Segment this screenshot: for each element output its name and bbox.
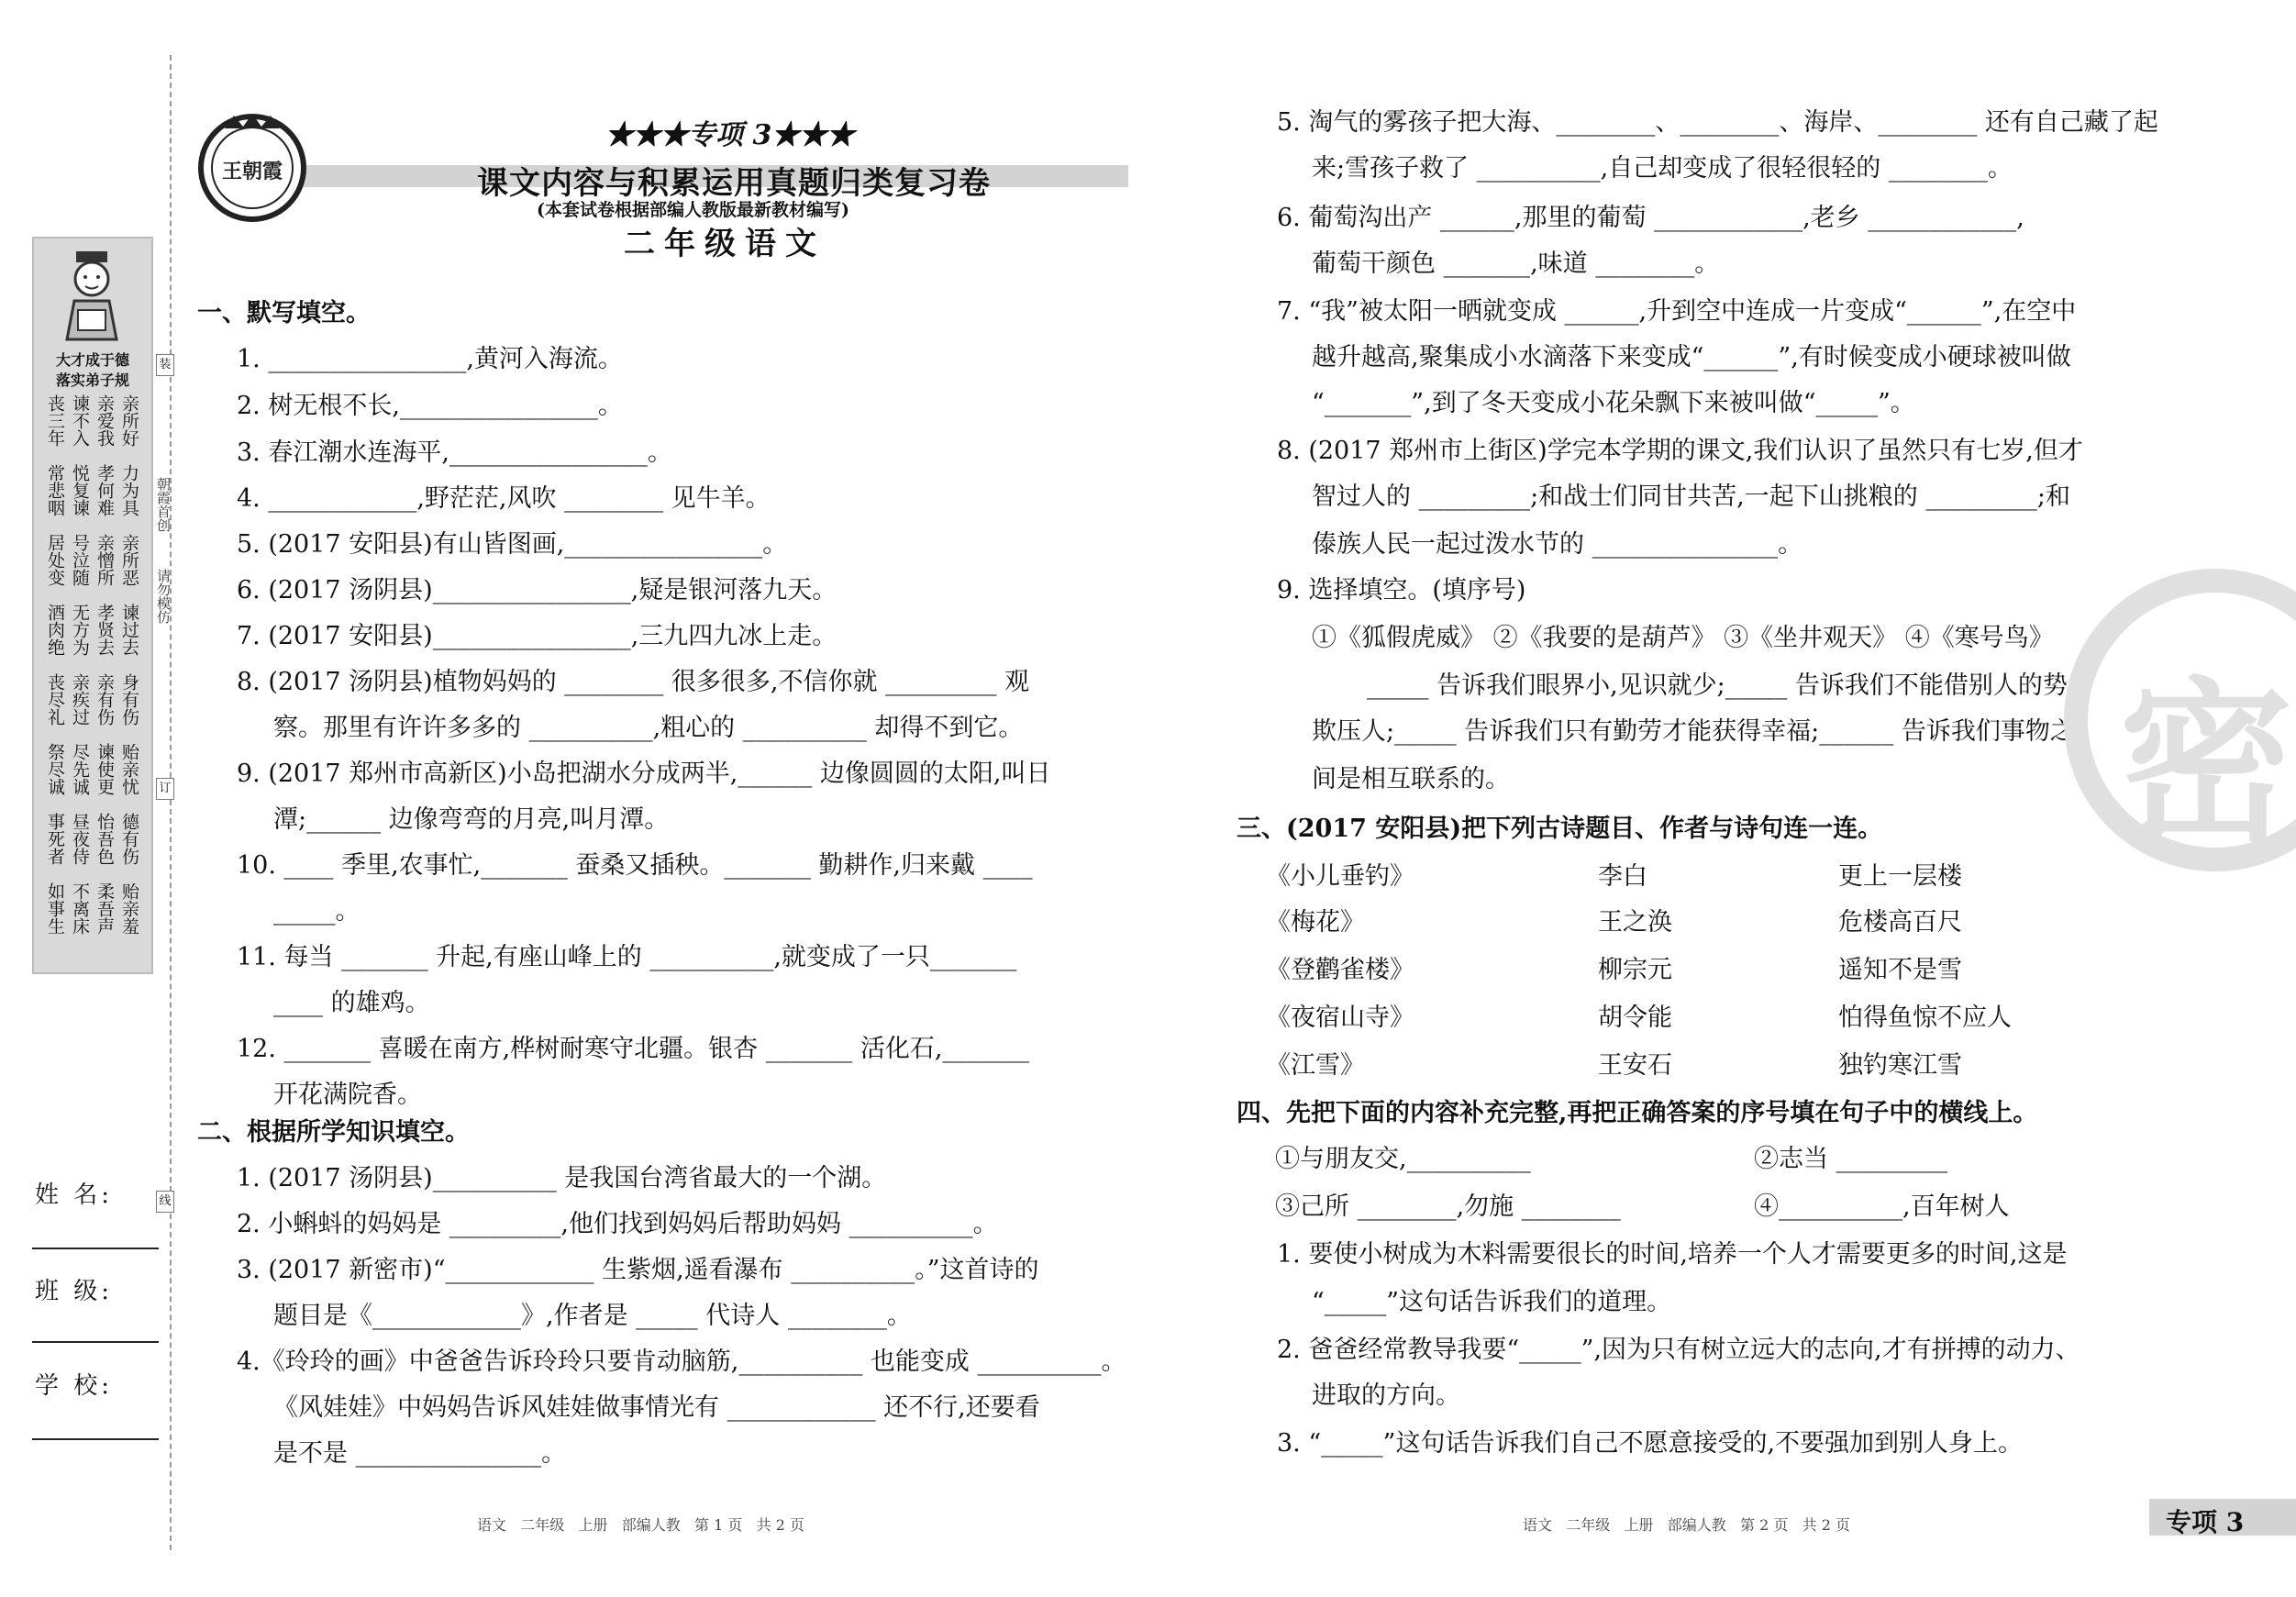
rule-column: 孝何难: [94, 464, 115, 516]
grade-subject: 二年级语文: [624, 226, 826, 262]
question-line: _____。: [273, 897, 360, 926]
question-line: 潭;______ 边像弯弯的月亮,叫月潭。: [273, 805, 670, 834]
page-tag-label: 专项 3: [2166, 1507, 2245, 1537]
poem-author: 王安石: [1598, 1051, 1672, 1080]
question-line: “_____”这句话告诉我们的道理。: [1312, 1288, 1672, 1316]
page-title: 课文内容与积累运用真题归类复习卷: [477, 165, 991, 202]
rule-column: 号泣随: [70, 534, 90, 586]
question-line: 6. (2017 汤阴县)________________,疑是银河落九天。: [237, 576, 837, 604]
poem-title: 《梅花》: [1266, 908, 1365, 937]
notice-line: 请勿模仿: [155, 569, 172, 624]
question-line: 12. _______ 喜暖在南方,桦树耐寒守北疆。银杏 _______ 活化石,_______: [237, 1035, 1029, 1063]
rule-column: 常悲咽: [45, 464, 65, 516]
section-3-heading: 三、(2017 安阳县)把下列古诗题目、作者与诗句连一连。: [1237, 815, 1883, 843]
page-tag: [2149, 1499, 2296, 1536]
rule-column: 亲憎所: [94, 534, 115, 586]
poem-author: 王之涣: [1598, 908, 1672, 937]
series-label: ★★★专项 3★★★: [605, 119, 855, 151]
question-line: 7. (2017 安阳县)________________,三九四九冰上走。: [237, 622, 837, 650]
rule-column: 丧三年: [45, 394, 65, 447]
rule-column: 昼夜侍: [70, 813, 90, 865]
rule-column: 身有伤: [119, 673, 139, 726]
school-label: 学 校:: [35, 1372, 114, 1400]
publisher-logo-icon: [193, 108, 312, 227]
question-line: 进取的方向。: [1312, 1381, 1460, 1410]
poem-title: 《江雪》: [1266, 1051, 1365, 1080]
poem-author: 柳宗元: [1598, 956, 1672, 984]
question-line: 傣族人民一起过泼水节的 _______________。: [1312, 530, 1803, 559]
poem-title: 《小儿垂钓》: [1266, 862, 1414, 891]
name-label: 姓 名:: [35, 1181, 114, 1209]
rule-column: 如事生: [45, 882, 65, 935]
question-line: ①《狐假虎威》 ②《我要的是葫芦》 ③《坐井观天》 ④《寒号鸟》: [1312, 624, 2054, 652]
poem-author: 李白: [1598, 862, 1647, 891]
motto-line: 落实弟子规: [55, 372, 129, 389]
fill-item: ②志当 _________: [1754, 1145, 1948, 1173]
rule-column: 德有伤: [119, 813, 139, 865]
rule-column: 悦复谏: [70, 464, 90, 516]
rule-column: 亲有伤: [94, 673, 115, 726]
question-line: 5. (2017 安阳县)有山皆图画,________________。: [237, 530, 788, 559]
section-2-heading: 二、根据所学知识填空。: [197, 1118, 470, 1147]
fill-item: ④__________,百年树人: [1754, 1192, 2010, 1221]
question-line: 7. “我”被太阳一晒就变成 ______,升到空中连成一片变成“______”,在空中: [1277, 297, 2077, 326]
question-line: 来;雪孩子救了 __________,自己却变成了很轻很轻的 ________。: [1312, 154, 2013, 183]
question-line: 4. ____________,野茫茫,风吹 ________ 见牛羊。: [237, 484, 771, 513]
svg-text:王朝霞: 王朝霞: [221, 160, 283, 183]
question-line: 4.《玲玲的画》中爸爸告诉玲玲只要肯动脑筋,__________ 也能变成 __________。: [237, 1347, 1126, 1376]
rule-column: 亲所好: [119, 394, 139, 447]
rule-column: 怡吾色: [94, 813, 115, 865]
poem-title: 《夜宿山寺》: [1266, 1004, 1414, 1032]
rule-column: 不离床: [70, 882, 90, 935]
question-line: 欺压人;_____ 告诉我们只有勤劳才能获得幸福;______ 告诉我们事物之: [1312, 717, 2075, 746]
question-line: 10. ____ 季里,农事忙,_______ 蚕桑又插秧。_______ 勤耕作,归来戴 ____: [237, 851, 1033, 880]
rule-column: 柔吾声: [94, 882, 115, 935]
sidebar-motto: [39, 350, 146, 391]
rule-column: 尽先诚: [70, 743, 90, 795]
fill-item: ③己所 ________,勿施 ________: [1275, 1192, 1621, 1221]
class-label: 班 级:: [35, 1278, 114, 1305]
question-line: 越升越高,聚集成小水滴落下来变成“______”,有时候变成小硬球被叫做: [1312, 343, 2071, 372]
poem-line: 更上一层楼: [1838, 862, 1962, 891]
question-line: 2. 小蝌蚪的妈妈是 _________,他们找到妈妈后帮助妈妈 __________。: [237, 1210, 998, 1238]
poem-title: 《登鹳雀楼》: [1266, 956, 1414, 984]
section-1-heading: 一、默写填空。: [197, 299, 371, 327]
question-line: 题目是《____________》,作者是 _____ 代诗人 ________。: [273, 1302, 912, 1330]
binding-dashed-line: [170, 55, 172, 1550]
question-line: 3. “_____”这句话告诉我们自己不愿意接受的,不要强加到别人身上。: [1277, 1429, 2024, 1458]
question-line: 5. 淘气的雾孩子把大海、________、________、海岸、________ 还有自己藏了起: [1277, 108, 2158, 137]
notice-text: [154, 477, 174, 532]
question-line: 葡萄干颜色 _______,味道 ________。: [1312, 250, 1720, 278]
question-line: 1. 要使小树成为木料需要很长的时间,培养一个人才需要更多的时间,这是: [1277, 1240, 2068, 1269]
rule-column: 力为具: [119, 464, 139, 516]
question-line: 3. 春江潮水连海平,________________。: [237, 438, 672, 467]
rule-column: 亲所恶: [119, 534, 139, 586]
question-line: 2. 爸爸经常教导我要“_____”,因为只有树立远大的志向,才有拼搏的动力、: [1277, 1336, 2080, 1364]
question-line: “_______”,到了冬天变成小花朵飘下来被叫做“_____”。: [1312, 389, 1915, 417]
question-line: 《风娃娃》中妈妈告诉风娃娃做事情光有 ____________ 还不行,还要看: [273, 1393, 1040, 1422]
rule-column: 孝贤去: [94, 604, 115, 656]
question-line: 间是相互联系的。: [1312, 765, 1510, 793]
question-line: 3. (2017 新密市)“____________ 生紫烟,遥看瀑布 __________。”这首诗的: [237, 1256, 1039, 1284]
question-line: 8. (2017 郑州市上街区)学完本学期的课文,我们认识了虽然只有七岁,但才: [1277, 437, 2083, 465]
question-line: 是不是 _______________。: [273, 1439, 567, 1468]
footer-right: 语文 二年级 上册 部编人教 第 2 页 共 2 页: [1523, 1516, 1850, 1534]
question-line: 6. 葡萄沟出产 ______,那里的葡萄 ____________,老乡 ____________,: [1277, 204, 2024, 232]
question-line: 2. 树无根不长,________________。: [237, 392, 623, 420]
question-line: 察。那里有许许多多的 __________,粗心的 __________ 却得不到它。: [273, 714, 1024, 742]
rule-column: 亲爱我: [94, 394, 115, 447]
sidebar-rule-columns: [39, 394, 146, 963]
edition-note: (本套试卷根据部编人教版最新教材编写): [537, 200, 849, 220]
question-line: 智过人的 _________;和战士们同甘共苦,一起下山挑粮的 _________;和: [1312, 482, 2070, 511]
poem-line: 危楼高百尺: [1838, 908, 1962, 937]
notice-line: 朝霞首创: [155, 477, 172, 532]
footer-left: 语文 二年级 上册 部编人教 第 1 页 共 2 页: [477, 1516, 804, 1534]
rule-column: 事死者: [45, 813, 65, 865]
rule-column: 无方为: [70, 604, 90, 656]
question-line: ____ 的雄鸡。: [273, 989, 430, 1017]
rule-column: 谏不入: [70, 394, 90, 447]
rule-column: 亲疾过: [70, 673, 90, 726]
rule-column: 谏使更: [94, 743, 115, 795]
class-field[interactable]: [32, 1341, 159, 1343]
rule-column: 贻亲羞: [119, 882, 139, 935]
poem-line: 独钓寒江雪: [1838, 1051, 1962, 1080]
scholar-figure-icon: [50, 248, 133, 349]
rule-column: 居处变: [45, 534, 65, 586]
question-line: 8. (2017 汤阴县)植物妈妈的 ________ 很多很多,不信你就 _________ 观: [237, 668, 1030, 696]
name-field[interactable]: [32, 1248, 159, 1249]
question-line: 开花满院香。: [273, 1081, 422, 1109]
question-line: 9. 选择填空。(填序号): [1277, 576, 1526, 604]
cut-label: 线: [156, 1191, 174, 1213]
motto-line: 大才成于德: [55, 351, 129, 369]
question-line: 1. ________________,黄河入海流。: [237, 345, 623, 373]
question-line: _____ 告诉我们眼界小,见识就少;_____ 告诉我们不能借别人的势力: [1367, 671, 2092, 700]
question-line: 11. 每当 _______ 升起,有座山峰上的 __________,就变成了一只_______: [237, 943, 1017, 971]
watermark-stamp-glyph: 密: [2119, 660, 2294, 865]
rule-column: 贻亲忧: [119, 743, 139, 795]
rule-column: 谏过去: [119, 604, 139, 656]
poem-author: 胡令能: [1598, 1004, 1672, 1032]
notice-text: [154, 569, 174, 624]
section-4-heading: 四、先把下面的内容补充完整,再把正确答案的序号填在句子中的横线上。: [1237, 1099, 2038, 1127]
poem-line: 怕得鱼惊不应人: [1838, 1004, 2012, 1032]
rule-column: 祭尽诚: [45, 743, 65, 795]
rule-column: 丧尽礼: [45, 673, 65, 726]
fill-item: ①与朋友交,__________: [1275, 1145, 1531, 1173]
cut-label: 装: [156, 354, 174, 376]
rule-column: 酒肉绝: [45, 604, 65, 656]
school-field[interactable]: [32, 1438, 159, 1440]
sidebar-rules-panel: [32, 237, 153, 974]
cut-label: 订: [156, 778, 174, 800]
question-line: 1. (2017 汤阴县)__________ 是我国台湾省最大的一个湖。: [237, 1164, 887, 1192]
question-line: 9. (2017 郑州市高新区)小岛把湖水分成两半,______ 边像圆圆的太阳,叫日: [237, 760, 1051, 788]
poem-line: 遥知不是雪: [1838, 956, 1962, 984]
